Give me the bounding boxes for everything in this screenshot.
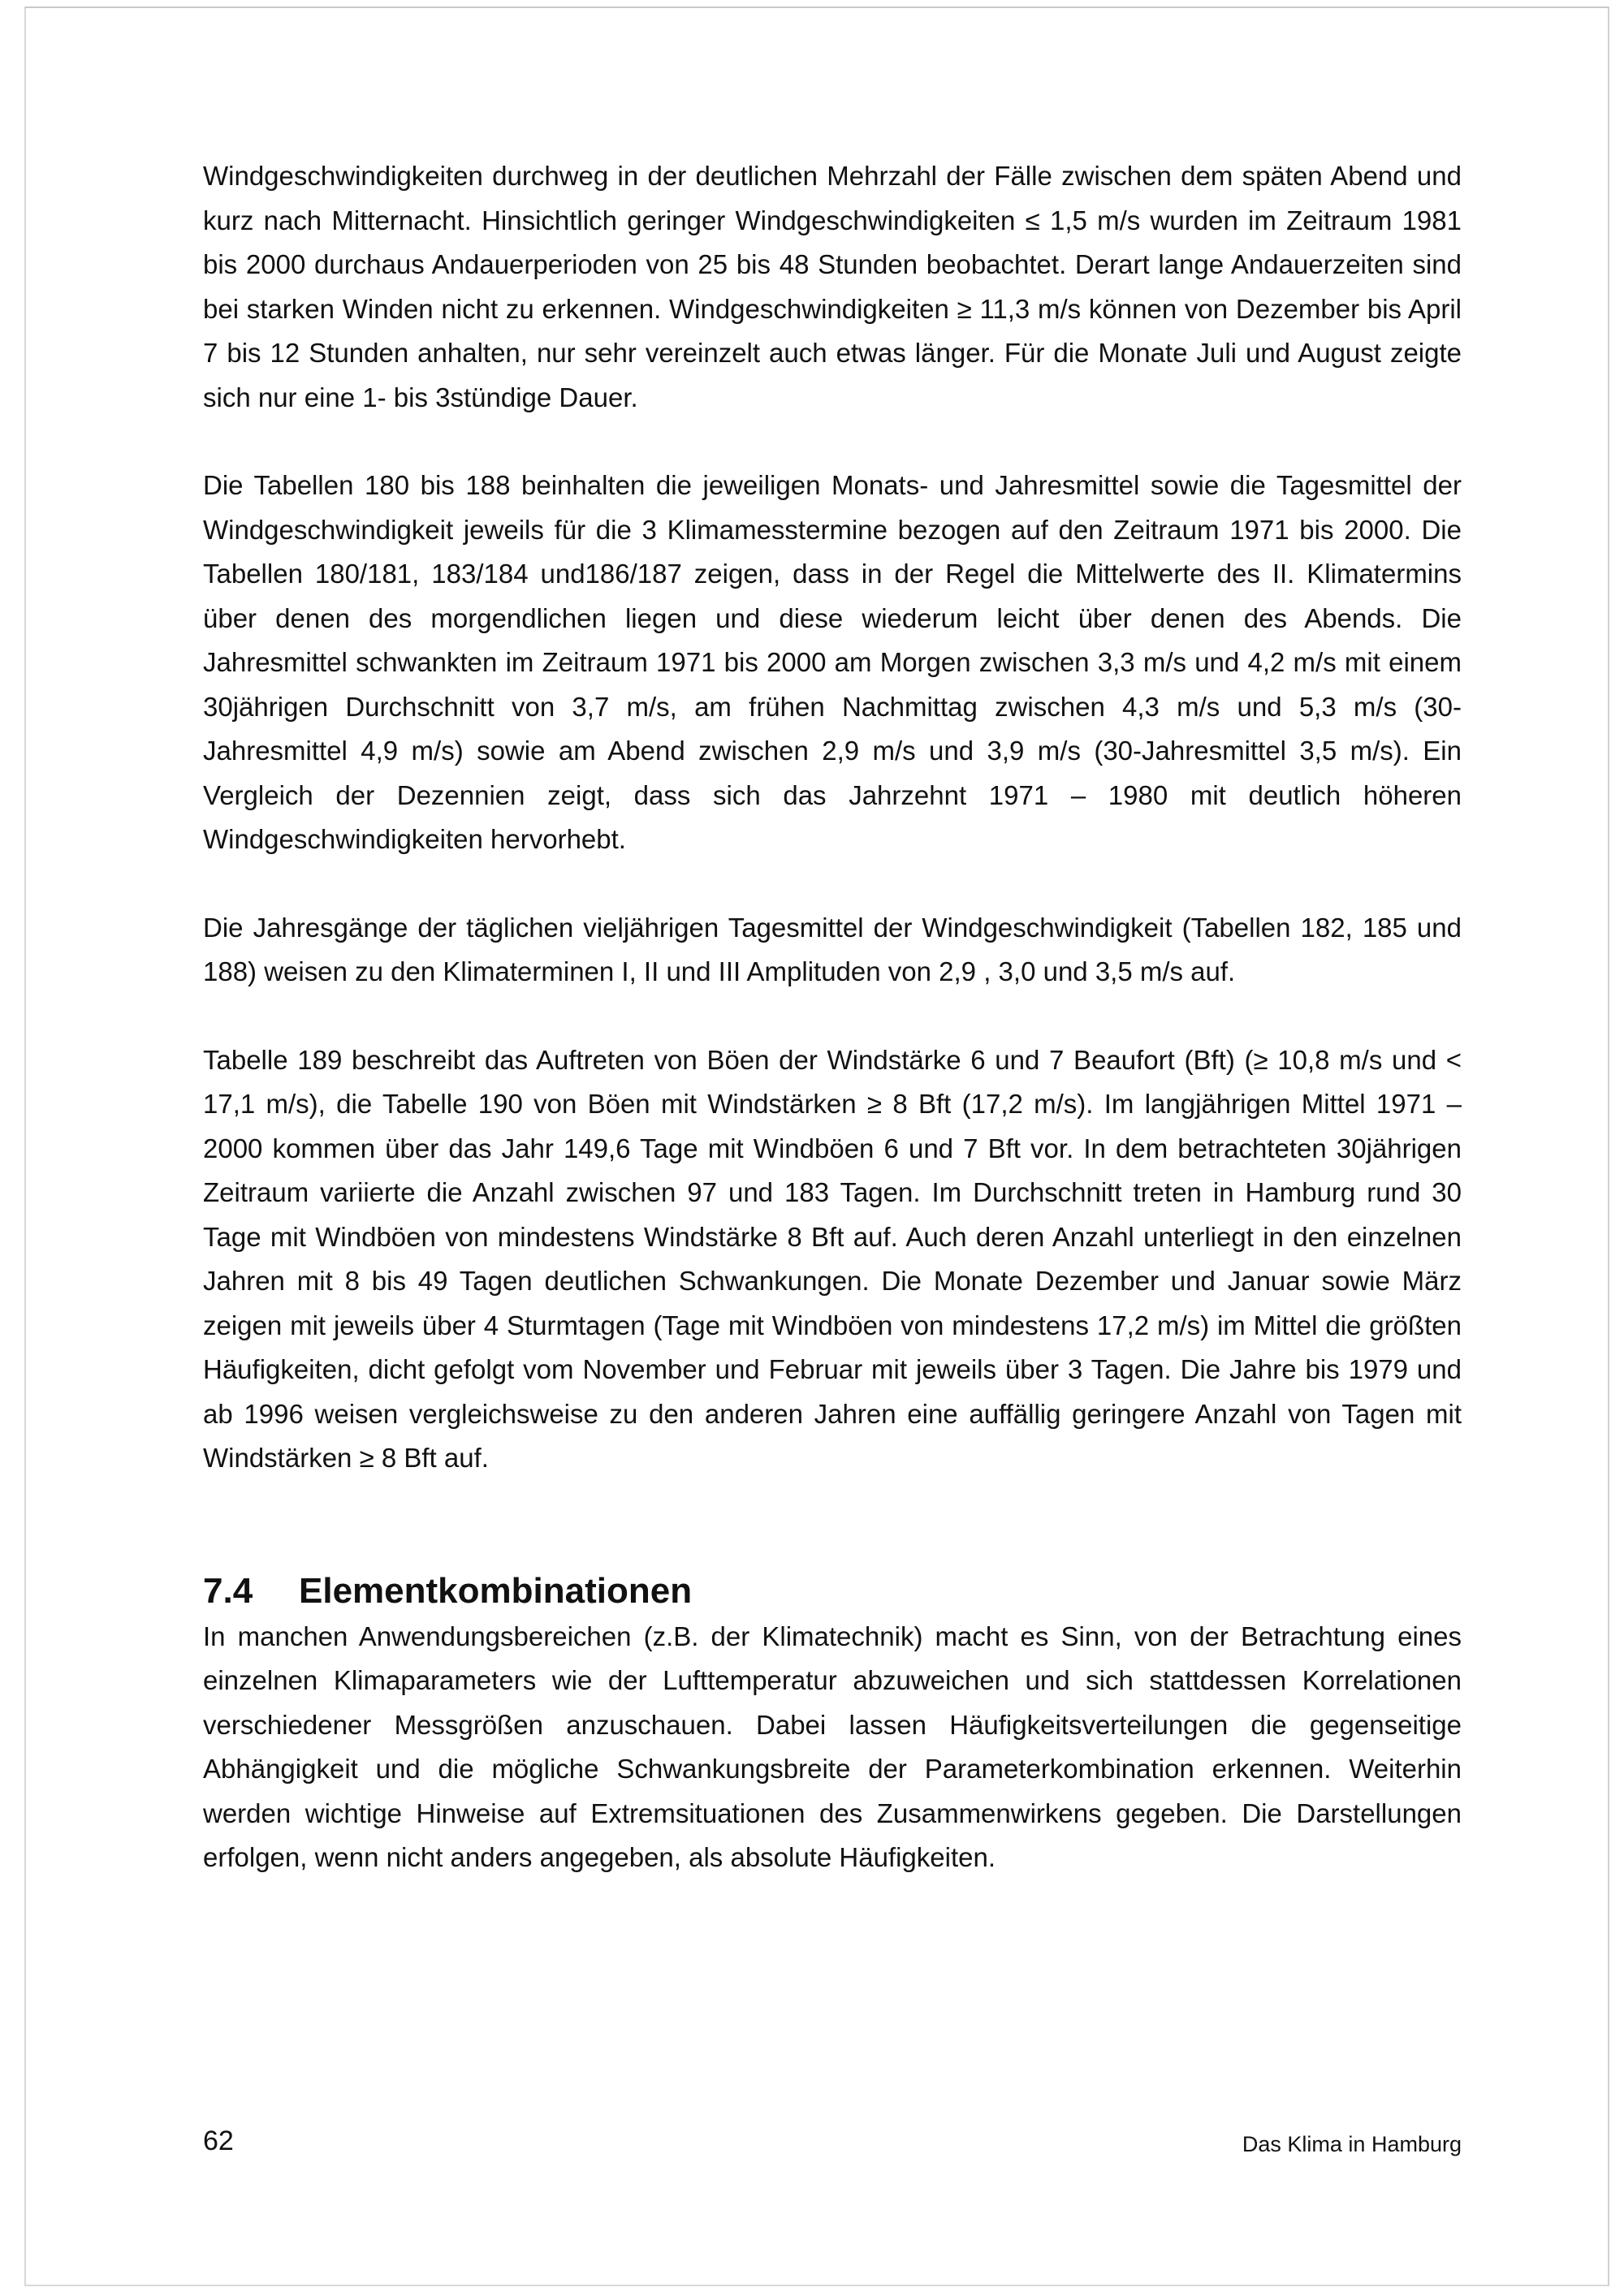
paragraph-wind-duration: Windgeschwindigkeiten durchweg in der deutlichen Mehrzahl der Fälle zwischen dem späten Abend und kurz nach Mitternacht. Hinsichtlich geringer Windgeschwindigkeiten ≤ 1,5 m/s wurden im Zeitraum 1981 bis 2000 durchaus Andauerperioden von 25 bis 48 Stunden beobachtet. Derart lange Andauerzeiten sind bei starken Winden nicht zu erkennen. Windgeschwindigkeiten ≥ 11,3 m/s können von Dezember bis April 7 bis 12 Stunden anhalten, nur sehr vereinzelt auch etwas länger. Für die Monate Juli und August zeigte sich nur eine 1- bis 3stündige Dauer. [203, 161, 1462, 412]
page-footer [203, 2126, 1462, 2166]
paragraph-annual-cycle: Die Jahresgänge der täglichen vieljährigen Tagesmittel der Windgeschwindigkeit (Tabellen 182, 185 und 188) weisen zu den Klimaterminen I, II und III Amplituden von 2,9 , 3,0 und 3,5 m/s auf. [203, 912, 1462, 986]
paragraph-gusts: Tabelle 189 beschreibt das Auftreten von Böen der Windstärke 6 und 7 Beaufort (Bft) (≥ 10,8 m/s und < 17,1 m/s), die Tabelle 190 von Böen mit Windstärken ≥ 8 Bft (17,2 m/s). Im langjährigen Mittel 1971 – 2000 kommen über das Jahr 149,6 Tage mit Windböen 6 und 7 Bft vor. In dem betrachteten 30jährigen Zeitraum variierte die Anzahl zwischen 97 und 183 Tagen. Im Durchschnitt treten in Hamburg rund 30 Tage mit Windböen von mindestens Windstärke 8 Bft auf. Auch deren Anzahl unterliegt in den einzelnen Jahren mit 8 bis 49 Tagen deutlichen Schwankungen. Die Monate Dezember und Januar sowie März zeigen mit jeweils über 4 Sturmtagen (Tage mit Windböen von mindestens 17,2 m/s) im Mittel die größten Häufigkeiten, dicht gefolgt vom November und Februar mit jeweils über 3 Tagen. Die Jahre bis 1979 und ab 1996 weisen vergleichsweise zu den anderen Jahren eine auffällig geringere Anzahl von Tagen mit Windstärken ≥ 8 Bft auf. [203, 1044, 1462, 1473]
document-title: Das Klima in Hamburg [1242, 2132, 1462, 2156]
section-heading [203, 1569, 1462, 1613]
paragraph-monthly-means: Die Tabellen 180 bis 188 beinhalten die jeweiligen Monats- und Jahresmittel sowie die Tagesmittel der Windgeschwindigkeit jeweils für die 3 Klimamesstermine bezogen auf den Zeitraum 1971 bis 2000. Die Tabellen 180/181, 183/184 und186/187 zeigen, dass in der Regel die Mittelwerte des II. Klimatermins über denen des morgendlichen liegen und diese wiederum leicht über denen des Abends. Die Jahresmittel schwankten im Zeitraum 1971 bis 2000 am Morgen zwischen 3,3 m/s und 4,2 m/s mit einem 30jährigen Durchschnitt von 3,7 m/s, am frühen Nachmittag zwischen 4,3 m/s und 5,3 m/s (30-Jahresmittel 4,9 m/s) sowie am Abend zwischen 2,9 m/s und 3,9 m/s (30-Jahresmittel 3,5 m/s). Ein Vergleich der Dezennien zeigt, dass sich das Jahrzehnt 1971 – 1980 mit deutlich höheren Windgeschwindigkeiten hervorhebt. [203, 470, 1462, 854]
page-body [203, 154, 1462, 1880]
section-number: 7.4 [203, 1570, 253, 1611]
section-title: Elementkombinationen [299, 1570, 693, 1611]
paragraph-element-combinations: In manchen Anwendungsbereichen (z.B. der Klimatechnik) macht es Sinn, von der Betrachtung eines einzelnen Klimaparameters wie der Lufttemperatur abzuweichen und sich stattdessen Korrelationen verschiedener Messgrößen anzuschauen. Dabei lassen Häufigkeitsverteilungen die gegenseitige Abhängigkeit und die mögliche Schwankungsbreite der Parameterkombination erkennen. Weiterhin werden wichtige Hinweise auf Extremsituationen des Zusammenwirkens gegeben. Die Darstellungen erfolgen, wenn nicht anders angegeben, als absolute Häufigkeiten. [203, 1621, 1462, 1872]
page-number: 62 [203, 2126, 234, 2156]
